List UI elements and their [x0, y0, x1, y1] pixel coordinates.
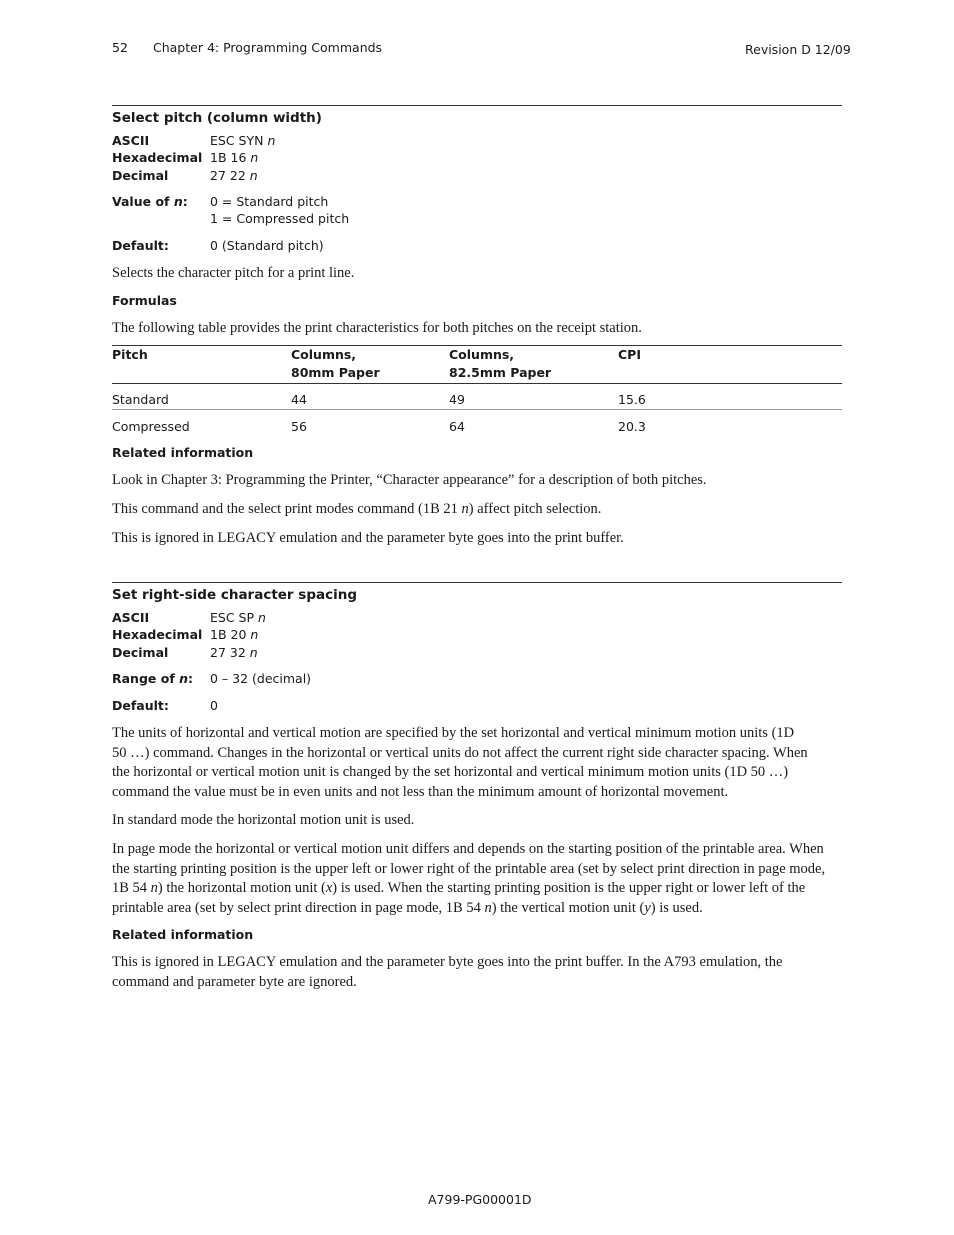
table-header-rule: [112, 383, 842, 384]
document-number: A799-PG00001D: [428, 1192, 532, 1207]
table-header-columns-82mm: Columns, 82.5mm Paper: [449, 347, 552, 380]
ascii-label: ASCII: [112, 133, 150, 148]
formulas-text: The following table provides the print characteristics for both pitches on the receipt station.: [112, 320, 642, 336]
value-line-standard: 0 = Standard pitch: [210, 194, 329, 209]
related-info-heading: Related information: [112, 445, 254, 460]
default-label: Default:: [112, 238, 169, 253]
revision-label: Revision D 12/09: [745, 42, 851, 57]
decimal-value: 27 32 n: [210, 645, 258, 660]
table-cell: 44: [291, 392, 307, 407]
table-cell: 15.6: [618, 392, 646, 407]
description-text: Selects the character pitch for a print line.: [112, 265, 355, 281]
table-row-rule: [112, 409, 842, 410]
section-title-right-side-spacing: Set right-side character spacing: [112, 587, 358, 603]
ascii-label: ASCII: [112, 610, 150, 625]
formulas-heading: Formulas: [112, 293, 177, 308]
table-header-columns-80mm: Columns, 80mm Paper: [291, 347, 380, 380]
related-info-text: This is ignored in LEGACY emulation and the parameter byte goes into the print buffer. In the A793 emulation, the command and parameter byte are ignored.: [112, 954, 783, 990]
default-value: 0: [210, 698, 218, 713]
hex-value: 1B 20 n: [210, 627, 259, 642]
table-header-cpi: CPI: [618, 347, 641, 362]
table-cell: Compressed: [112, 419, 190, 434]
ascii-value: ESC SP n: [210, 610, 266, 625]
range-of-n-label: Range of n:: [112, 671, 194, 686]
table-cell: 20.3: [618, 419, 646, 434]
default-value: 0 (Standard pitch): [210, 238, 324, 253]
related-info-heading: Related information: [112, 927, 254, 942]
ascii-value: ESC SYN n: [210, 133, 276, 148]
table-cell: 49: [449, 392, 465, 407]
page-mode-paragraph: In page mode the horizontal or vertical motion unit differs and depends on the starting position of the printable area. When the starting printing position is the upper left or lower right of the printable area (set by select print direction in page mode, 1B 54 n) the horizontal motion unit (x) is used. When the starting printing position is the upper right or lower left of the printable area (set by select print direction in page mode, 1B 54 n) the vertical motion unit (y) is used.: [112, 841, 826, 916]
hex-value: 1B 16 n: [210, 150, 259, 165]
decimal-value: 27 22 n: [210, 168, 258, 183]
decimal-label: Decimal: [112, 168, 169, 183]
related-info-text: This is ignored in LEGACY emulation and the parameter byte goes into the print buffer.: [112, 530, 624, 546]
table-cell: 56: [291, 419, 307, 434]
table-cell: Standard: [112, 392, 169, 407]
table-header-pitch: Pitch: [112, 347, 148, 362]
section-title-select-pitch: Select pitch (column width): [112, 110, 322, 126]
page-number: 52: [112, 40, 128, 55]
chapter-title: Chapter 4: Programming Commands: [153, 40, 383, 55]
table-cell: 64: [449, 419, 465, 434]
decimal-label: Decimal: [112, 645, 169, 660]
hex-label: Hexadecimal: [112, 150, 203, 165]
value-of-n-label: Value of n:: [112, 194, 188, 209]
section-rule: [112, 582, 842, 583]
value-line-compressed: 1 = Compressed pitch: [210, 211, 350, 226]
range-value: 0 – 32 (decimal): [210, 671, 312, 686]
hex-label: Hexadecimal: [112, 627, 203, 642]
related-info-text: Look in Chapter 3: Programming the Printer, “Character appearance” for a description of both pitches.: [112, 472, 707, 488]
section-rule: [112, 105, 842, 106]
standard-mode-paragraph: In standard mode the horizontal motion unit is used.: [112, 812, 415, 828]
motion-units-paragraph: The units of horizontal and vertical motion are specified by the set horizontal and vertical minimum motion units (1D 50 …) command. Changes in the horizontal or vertical units do not affect the current right side character spacing. When the horizontal or vertical motion unit is changed by the set horizontal and vertical minimum motion units (1D 50 …) command the value must be in even units and not less than the minimum amount of horizontal movement.: [112, 725, 808, 800]
default-label: Default:: [112, 698, 169, 713]
related-info-text: This command and the select print modes command (1B 21 n) affect pitch selection.: [112, 501, 602, 517]
